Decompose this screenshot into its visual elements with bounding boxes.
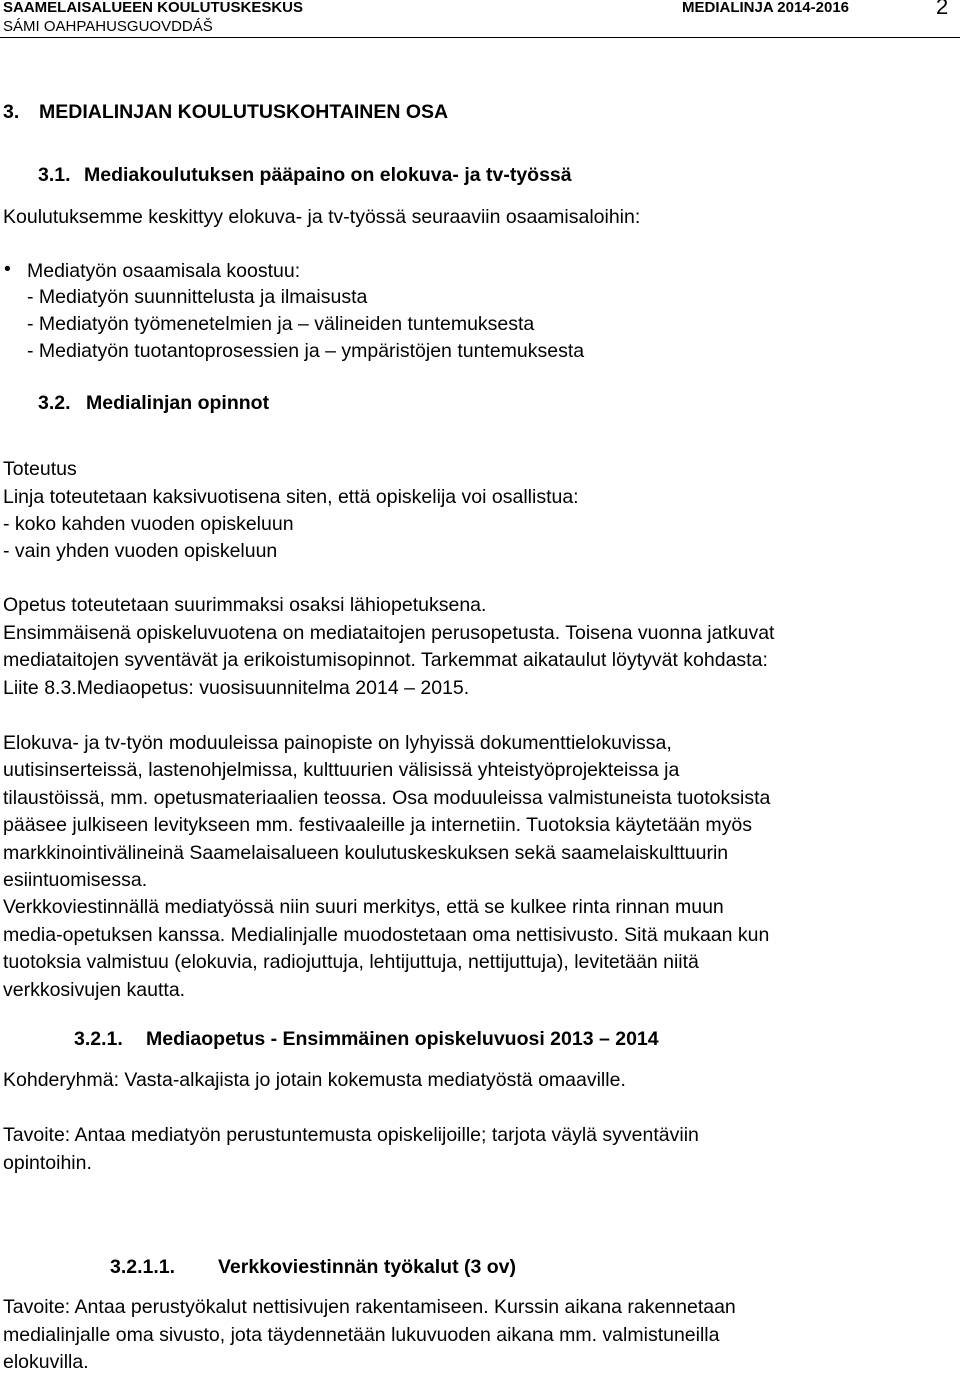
text-line: Liite 8.3.Mediaopetus: vuosisuunnitelma 2014 – 2015. [3,677,470,699]
page-number: 2 [936,0,949,19]
list-item: - Mediatyön tuotantoprosessien ja – ympäristöjen tuntemuksesta [27,340,585,362]
text-line: opintoihin. [3,1152,92,1174]
section-3-title: MEDIALINJAN KOULUTUSKOHTAINEN OSA [39,101,449,123]
section-3-2-1-number: 3.2.1. [74,1028,123,1050]
bullet-text: Mediatyön osaamisala koostuu: [27,260,301,282]
section-3-2-1-1-number: 3.2.1.1. [110,1256,176,1278]
text-line: media-opetuksen kanssa. Medialinjalle muodostetaan oma nettisivusto. Sitä mukaan kun [3,924,770,946]
text-line: elokuvilla. [3,1351,89,1373]
text-line: verkkosivujen kautta. [3,979,186,1001]
text-line: Verkkoviestinnällä mediatyössä niin suuri merkitys, että se kulkee rinta rinnan muun [3,896,724,918]
text-line: Kohderyhmä: Vasta-alkajista jo jotain kokemusta mediatyöstä omaaville. [3,1069,626,1091]
section-3-1-heading [38,164,572,187]
text-line: uutisinserteissä, lastenohjelmissa, kulttuurien välisissä yhteistyöprojekteissa ja [3,759,680,781]
text-line: - vain yhden vuoden opiskeluun [3,540,278,562]
section-3-1-title: Mediakoulutuksen pääpaino on elokuva- ja tv-työssä [84,164,572,186]
header-divider [0,37,960,38]
section-3-2-number: 3.2. [38,392,71,414]
header-doc-title: MEDIALINJA 2014-2016 [682,0,850,16]
text-line: mediataitojen syventävät ja erikoistumisopinnot. Tarkemmat aikataulut löytyvät kohdasta: [3,649,768,671]
list-item: - Mediatyön suunnittelusta ja ilmaisusta [27,286,368,308]
text-line: Linja toteutetaan kaksivuotisena siten, että opiskelija voi osallistua: [3,486,579,508]
text-line: - koko kahden vuoden opiskeluun [3,513,294,535]
section-3-2-1-heading [74,1028,659,1051]
text-line: tuotoksia valmistuu (elokuvia, radiojuttuja, lehtijuttuja, nettijuttuja), levitetään niitä [3,951,699,973]
header-org-line1: SAAMELAISALUEEN KOULUTUSKESKUS [3,0,304,16]
section-3-heading [3,101,448,124]
text-line: Opetus toteutetaan suurimmaksi osaksi lähiopetuksena. [3,594,487,616]
list-item: - Mediatyön työmenetelmien ja – välineiden tuntemuksesta [27,313,535,335]
text-line: tilaustöissä, mm. opetusmateriaalien teossa. Osa moduuleissa valmistuneista tuotoksista [3,787,771,809]
section-3-2-title: Medialinjan opinnot [86,392,270,414]
text-line: pääsee julkiseen levitykseen mm. festivaaleille ja internetiin. Tuotoksia käytetään myös [3,814,752,836]
text-line: Tavoite: Antaa perustyökalut nettisivujen rakentamiseen. Kurssin aikana rakennetaan [3,1296,736,1318]
section-3-2-1-1-title: Verkkoviestinnän työkalut (3 ov) [218,1256,517,1278]
section-3-1-number: 3.1. [38,164,71,186]
section-3-2-1-1-heading [110,1256,516,1279]
section-3-number: 3. [3,101,20,123]
text-line: Tavoite: Antaa mediatyön perustuntemusta opiskelijoille; tarjota väylä syventäviin [3,1124,699,1146]
section-3-2-heading [38,392,269,415]
bullet-icon: • [4,258,11,280]
section-3-2-1-title: Mediaopetus - Ensimmäinen opiskeluvuosi 2013 – 2014 [146,1028,659,1050]
text-line: markkinointivälineinä Saamelaisalueen koulutuskeskuksen sekä saamelaiskulttuurin [3,842,729,864]
text-line: esiintuomisessa. [3,869,148,891]
text-line: Toteutus [3,458,77,480]
section-3-1-intro: Koulutuksemme keskittyy elokuva- ja tv-työssä seuraaviin osaamisaloihin: [3,206,641,228]
text-line: medialinjalle oma sivusto, jota täydennetään lukuvuoden aikana mm. valmistuneilla [3,1324,720,1346]
text-line: Elokuva- ja tv-työn moduuleissa painopiste on lyhyissä dokumenttielokuvissa, [3,732,672,754]
header-org-line2: SÁMI OAHPAHUSGUOVDDÁŠ [3,18,213,35]
text-line: Ensimmäisenä opiskeluvuotena on mediataitojen perusopetusta. Toisena vuonna jatkuvat [3,622,775,644]
